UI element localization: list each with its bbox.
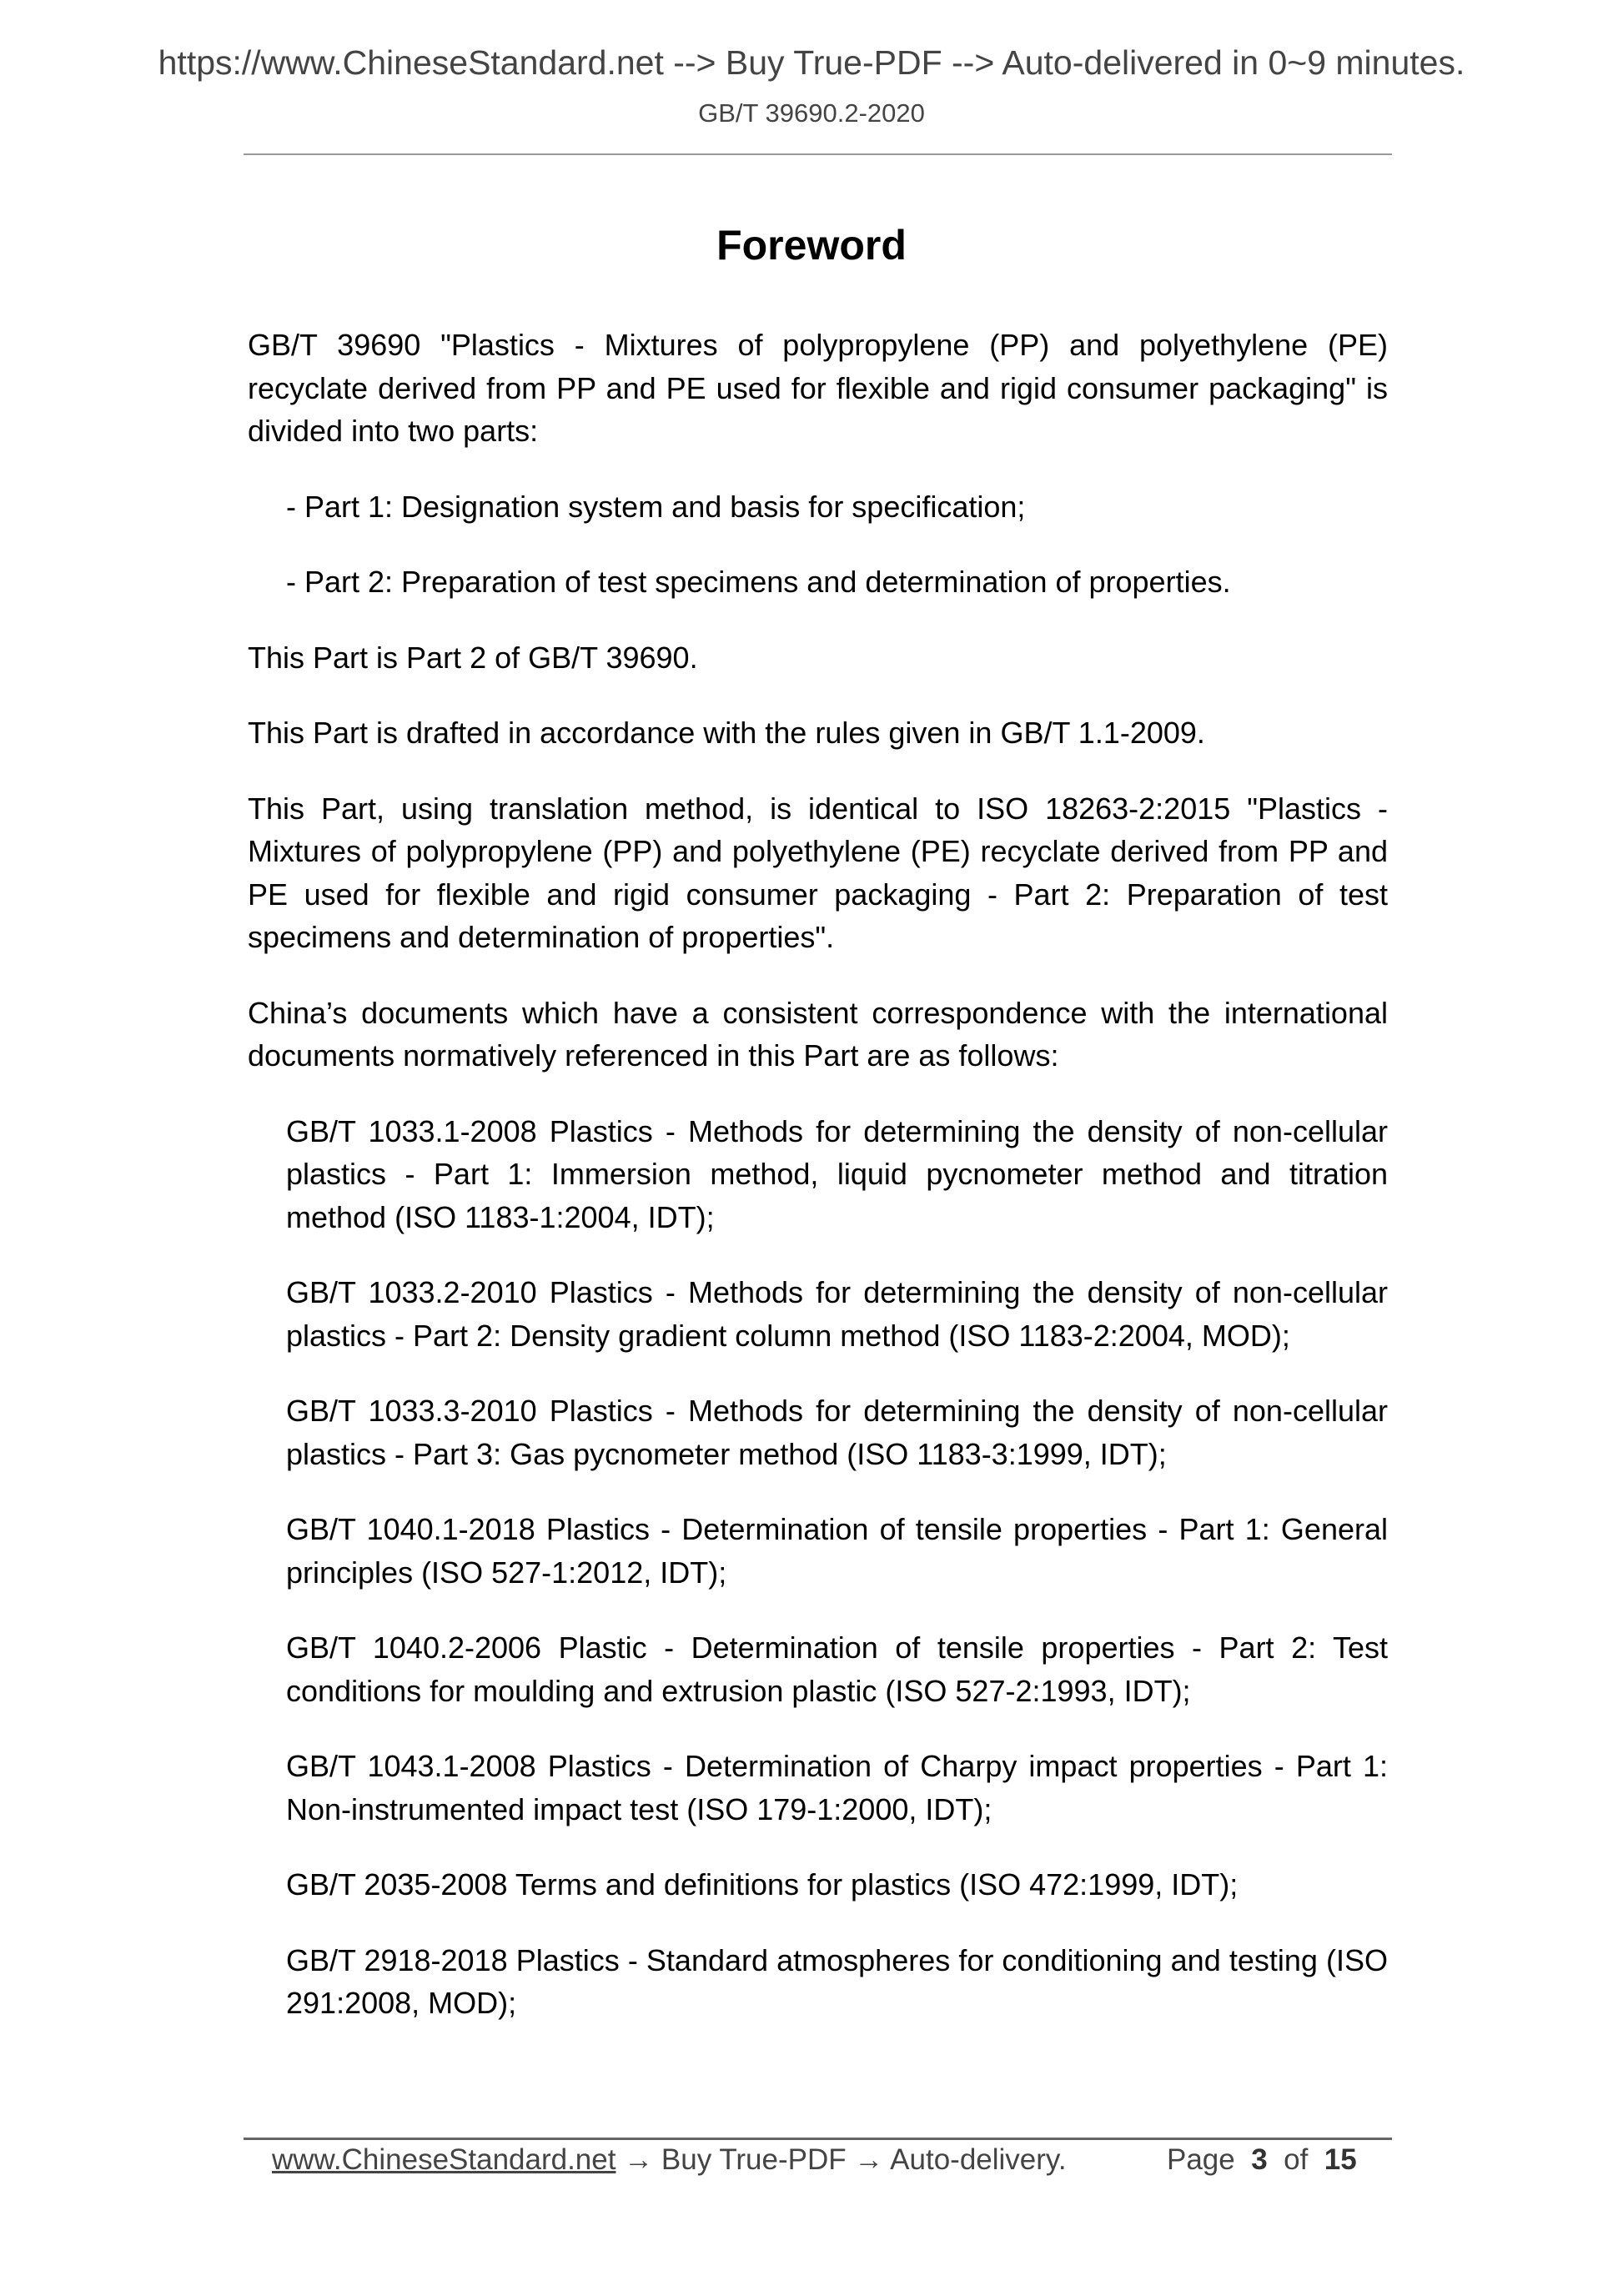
paragraph: China’s documents which have a consistent correspondence with the international documents normatively referenced in this Part are as follows: [248, 995, 1388, 1073]
list-item: GB/T 2035-2008 Terms and definitions for plastics (ISO 472:1999, IDT); [286, 1867, 1239, 1902]
footer [272, 2143, 1373, 2177]
header-banner: https://www.ChineseStandard.net --> Buy True-PDF --> Auto-delivered in 0~9 minutes. [158, 43, 1465, 82]
footer-divider [244, 2138, 1392, 2140]
paragraph: This Part is drafted in accordance with the rules given in GB/T 1.1-2009. [248, 716, 1205, 750]
page-number: Page 3 of 15 [1167, 2143, 1357, 2176]
paragraph: GB/T 39690 "Plastics - Mixtures of polypropylene (PP) and polyethylene (PE) recyclate derived from PP and PE used for flexible and rigid consumer packaging" is divided into two parts: [248, 328, 1388, 448]
list-item: GB/T 1033.3-2010 Plastics - Methods for determining the density of non-cellular plastics - Part 3: Gas pycnometer method (ISO 1183-3:1999, IDT); [286, 1394, 1388, 1471]
footer-link[interactable]: www.ChineseStandard.net [272, 2143, 616, 2176]
document-body [248, 324, 1388, 2057]
list-item: GB/T 1033.2-2010 Plastics - Methods for determining the density of non-cellular plastics - Part 2: Density gradient column method (ISO 1183-2:2004, MOD); [286, 1275, 1388, 1353]
paragraph: This Part, using translation method, is identical to ISO 18263-2:2015 "Plastics - Mixtures of polypropylene (PP) and polyethylene (PE) recyclate derived from PP and PE used for flexible and rigid consumer packaging - Part 2: Preparation of test specimens and determination of properties". [248, 791, 1388, 954]
header-divider [244, 153, 1392, 155]
standard-code: GB/T 39690.2-2020 [698, 98, 925, 128]
page-title: Foreword [716, 222, 907, 269]
list-item: GB/T 2918-2018 Plastics - Standard atmospheres for conditioning and testing (ISO 291:2008, MOD); [286, 1942, 1388, 2020]
list-item: GB/T 1033.1-2008 Plastics - Methods for determining the density of non-cellular plastics - Part 1: Immersion method, liquid pycnometer method and titration method (ISO 1183-1:2004, IDT); [286, 1113, 1388, 1234]
footer-text: → Buy True-PDF → Auto-delivery. [616, 2143, 1067, 2176]
list-item: - Part 2: Preparation of test specimens and determination of properties. [286, 565, 1231, 599]
list-item: GB/T 1040.2-2006 Plastic - Determination of tensile properties - Part 2: Test conditions for moulding and extrusion plastic (ISO 527-2:1993, IDT); [286, 1630, 1388, 1708]
list-item: GB/T 1040.1-2018 Plastics - Determination of tensile properties - Part 1: General principles (ISO 527-1:2012, IDT); [286, 1512, 1388, 1590]
list-item: GB/T 1043.1-2008 Plastics - Determination of Charpy impact properties - Part 1: Non-instrumented impact test (ISO 179-1:2000, IDT); [286, 1749, 1388, 1826]
list-item: - Part 1: Designation system and basis for specification; [286, 489, 1026, 524]
paragraph: This Part is Part 2 of GB/T 39690. [248, 640, 698, 675]
